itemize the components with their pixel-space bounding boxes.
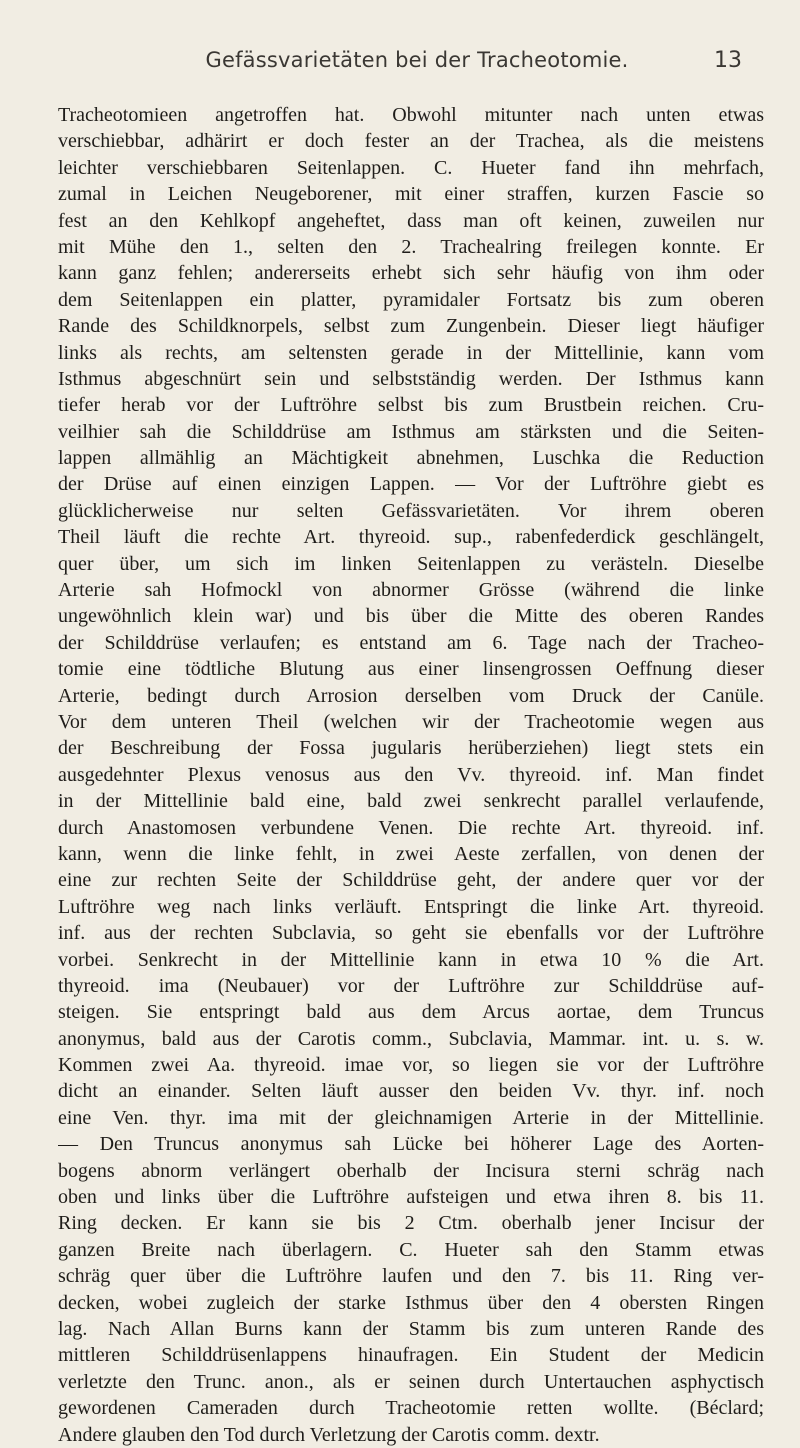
text-line: vorbei. Senkrecht in der Mittellinie kann in etwa 10 % die Art.	[58, 948, 764, 971]
text-line: fest an den Kehlkopf angeheftet, dass man oft keinen, zuweilen nur	[58, 209, 764, 232]
running-title: Gefässvarietäten bei der Tracheotomie.	[205, 48, 629, 72]
text-line: lag. Nach Allan Burns kann der Stamm bis zum unteren Rande des	[58, 1317, 764, 1340]
text-line: veilhier sah die Schilddrüse am Isthmus am stärksten und die Seiten-	[58, 420, 764, 443]
text-line: quer über, um sich im linken Seitenlappen zu verästeln. Dieselbe	[58, 552, 764, 575]
text-line: decken, wobei zugleich der starke Isthmus über den 4 obersten Ringen	[58, 1291, 764, 1314]
text-line: der Schilddrüse verlaufen; es entstand am 6. Tage nach der Tracheo-	[58, 631, 764, 654]
text-line: glücklicherweise nur selten Gefässvarietäten. Vor ihrem oberen	[58, 499, 764, 522]
text-line: ausgedehnter Plexus venosus aus den Vv. thyreoid. inf. Man findet	[58, 763, 764, 786]
text-line: durch Anastomosen verbundene Venen. Die rechte Art. thyreoid. inf.	[58, 816, 764, 839]
text-line: links als rechts, am seltensten gerade in der Mittellinie, kann vom	[58, 341, 764, 364]
text-line: dem Seitenlappen ein platter, pyramidaler Fortsatz bis zum oberen	[58, 288, 764, 311]
text-line: dicht an einander. Selten läuft ausser den beiden Vv. thyr. inf. noch	[58, 1080, 764, 1103]
text-line: ganzen Breite nach überlagern. C. Hueter sah den Stamm etwas	[58, 1238, 764, 1261]
text-line: Rande des Schildknorpels, selbst zum Zungenbein. Dieser liegt häufiger	[58, 315, 764, 338]
text-line: der Drüse auf einen einzigen Lappen. — Vor der Luftröhre giebt es	[58, 473, 764, 496]
text-line: kann ganz fehlen; andererseits erhebt sich sehr häufig von ihm oder	[58, 262, 764, 285]
text-line: Kommen zwei Aa. thyreoid. imae vor, so liegen sie vor der Luftröhre	[58, 1054, 764, 1077]
text-line: leichter verschiebbaren Seitenlappen. C. Hueter fand ihn mehrfach,	[58, 156, 764, 179]
text-line: tomie eine tödtliche Blutung aus einer linsengrossen Oeffnung dieser	[58, 658, 764, 681]
text-line: mit Mühe den 1., selten den 2. Trachealring freilegen konnte. Er	[58, 235, 764, 258]
body-text	[58, 102, 764, 1448]
text-line: — Den Truncus anonymus sah Lücke bei höherer Lage des Aorten-	[58, 1133, 764, 1156]
text-line: Andere glauben den Tod durch Verletzung der Carotis comm. dextr.	[58, 1423, 600, 1446]
text-line: Arterie sah Hofmockl von abnormer Grösse (während die linke	[58, 579, 764, 602]
text-line: bogens abnorm verlängert oberhalb der Incisura sterni schräg nach	[58, 1159, 764, 1182]
text-line: Tracheotomieen angetroffen hat. Obwohl mitunter nach unten etwas	[58, 104, 764, 126]
text-line: mittleren Schilddrüsenlappens hinaufragen. Ein Student der Medicin	[58, 1344, 764, 1367]
text-line: verschiebbar, adhärirt er doch fester an der Trachea, als die meistens	[58, 130, 764, 153]
text-line: zumal in Leichen Neugeborener, mit einer straffen, kurzen Fascie so	[58, 183, 764, 206]
text-line: anonymus, bald aus der Carotis comm., Subclavia, Mammar. int. u. s. w.	[58, 1027, 764, 1050]
text-line: Isthmus abgeschnürt sein und selbstständig werden. Der Isthmus kann	[58, 367, 764, 390]
text-line: Vor dem unteren Theil (welchen wir der Tracheotomie wegen aus	[58, 710, 764, 733]
text-line: schräg quer über die Luftröhre laufen und den 7. bis 11. Ring ver-	[58, 1265, 764, 1288]
text-line: kann, wenn die linke fehlt, in zwei Aeste zerfallen, von denen der	[58, 842, 764, 865]
page-number: 13	[714, 48, 742, 73]
text-line: tiefer herab vor der Luftröhre selbst bis zum Brustbein reichen. Cru-	[58, 394, 764, 417]
text-line: Ring decken. Er kann sie bis 2 Ctm. oberhalb jener Incisur der	[58, 1212, 764, 1235]
running-head	[92, 48, 742, 78]
text-line: ungewöhnlich klein war) und bis über die Mitte des oberen Randes	[58, 605, 764, 628]
text-line: Arterie, bedingt durch Arrosion derselben vom Druck der Canüle.	[58, 684, 764, 707]
text-line: in der Mittellinie bald eine, bald zwei senkrecht parallel verlaufende,	[58, 790, 764, 813]
text-line: Theil läuft die rechte Art. thyreoid. sup., rabenfederdick geschlängelt,	[58, 526, 764, 549]
text-line: gewordenen Cameraden durch Tracheotomie retten wollte. (Béclard;	[58, 1397, 764, 1420]
text-line: oben und links über die Luftröhre aufsteigen und etwa ihren 8. bis 11.	[58, 1186, 764, 1209]
text-line: steigen. Sie entspringt bald aus dem Arcus aortae, dem Truncus	[58, 1001, 764, 1024]
text-line: Luftröhre weg nach links verläuft. Entspringt die linke Art. thyreoid.	[58, 895, 764, 918]
text-line: eine Ven. thyr. ima mit der gleichnamigen Arterie in der Mittellinie.	[58, 1106, 764, 1129]
text-line: der Beschreibung der Fossa jugularis herüberziehen) liegt stets ein	[58, 737, 764, 760]
text-line: thyreoid. ima (Neubauer) vor der Luftröhre zur Schilddrüse auf-	[58, 974, 764, 997]
text-line: inf. aus der rechten Subclavia, so geht sie ebenfalls vor der Luftröhre	[58, 922, 764, 945]
text-line: lappen allmählig an Mächtigkeit abnehmen, Luschka die Reduction	[58, 447, 764, 470]
text-line: verletzte den Trunc. anon., als er seinen durch Untertauchen asphyctisch	[58, 1370, 764, 1393]
text-line: eine zur rechten Seite der Schilddrüse geht, der andere quer vor der	[58, 869, 764, 892]
